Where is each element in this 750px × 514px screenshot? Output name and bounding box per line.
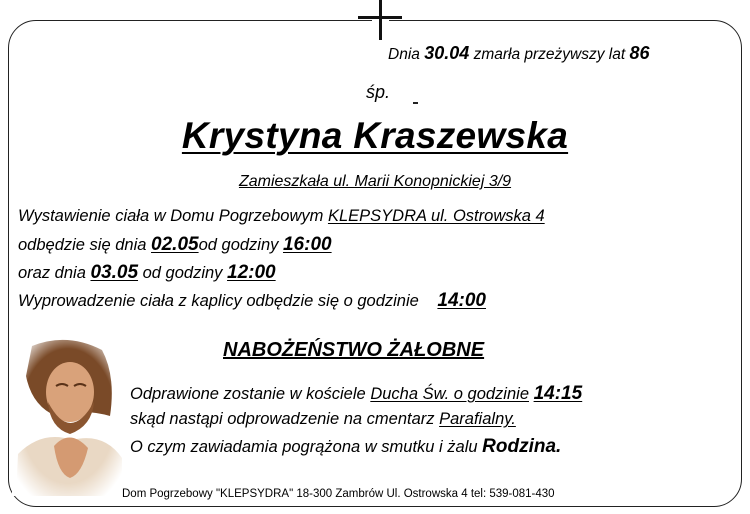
viewing-line-3: oraz dnia 03.05 od godziny 12:00 — [18, 262, 276, 283]
viewing-line-1: Wystawienie ciała w Domu Pogrzebowym KLEPSYDRA ul. Ostrowska 4 — [18, 207, 545, 225]
family-signature: Rodzina. — [482, 436, 562, 457]
cross-icon-horizontal — [358, 16, 402, 19]
death-date: 30.04 — [424, 43, 470, 63]
address: Zamieszkała ul. Marii Konopnickiej 3/9 — [238, 173, 512, 190]
service-title: NABOŻEŃSTWO ŻAŁOBNE — [223, 339, 485, 361]
church-name: Ducha Św. o godzinie — [370, 385, 529, 403]
service-line-3: O czym zawiadamia pogrążona w smutku i żalu Rodzina. — [130, 436, 562, 457]
service-time: 14:15 — [533, 383, 583, 404]
viewing-line-4: Wyprowadzenie ciała z kaplicy odbędzie się o godzinie 14:00 — [18, 290, 487, 311]
viewing-date-2: 03.05 — [90, 262, 139, 283]
honorific: śp. — [366, 82, 391, 102]
death-date-line: Dnia 30.04 zmarła przeżywszy lat 86 — [388, 43, 650, 63]
viewing-time-2: 12:00 — [227, 262, 276, 283]
age: 86 — [629, 43, 650, 63]
service-line-2: skąd nastąpi odprowadzenie na cmentarz Parafialny. — [130, 410, 516, 428]
cemetery-name: Parafialny. — [439, 410, 516, 428]
cross-icon-vertical — [379, 0, 382, 40]
viewing-date-1: 02.05 — [151, 234, 199, 255]
viewing-time-1: 16:00 — [282, 234, 332, 255]
viewing-line-2: odbędzie się dnia 02.05od godziny 16:00 — [18, 234, 332, 255]
departure-time: 14:00 — [437, 290, 487, 311]
funeral-home-footer: Dom Pogrzebowy "KLEPSYDRA" 18-300 Zambrów Ul. Ostrowska 4 tel: 539-081-430 — [122, 488, 555, 500]
praying-jesus-image — [12, 336, 124, 496]
service-line-1: Odprawione zostanie w kościele Ducha Św. o godzinie 14:15 — [130, 383, 583, 404]
deceased-name: Krystyna Kraszewska — [181, 115, 569, 156]
funeral-home-place: KLEPSYDRA ul. Ostrowska 4 — [327, 207, 545, 225]
divider-dot — [413, 102, 418, 104]
